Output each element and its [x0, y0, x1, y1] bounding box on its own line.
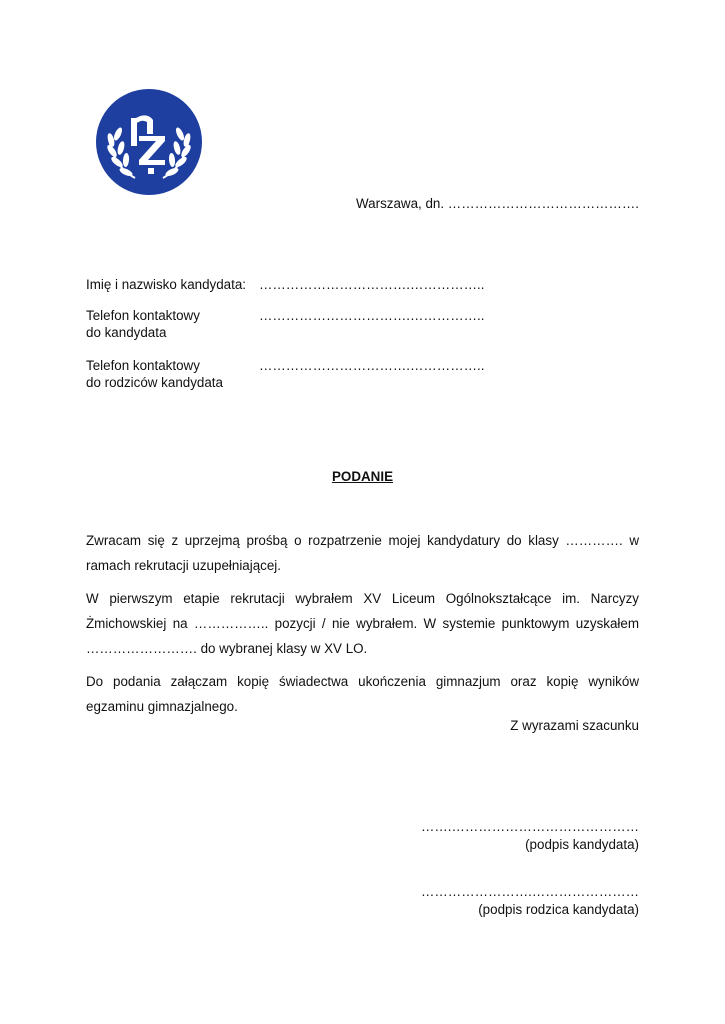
field-label-line: do kandydata [86, 325, 167, 340]
field-label-line: Telefon kontaktowy [86, 308, 200, 323]
signature-label: (podpis kandydata) [525, 837, 639, 852]
parent-signature [421, 883, 639, 919]
candidate-phone-value: …………………………….…………….. [259, 308, 485, 323]
field-label-line: Telefon kontaktowy [86, 358, 200, 373]
field-label-line: do rodziców kandydata [86, 375, 223, 390]
signature-line: …………………….…………………… [421, 884, 639, 899]
date-line: Warszawa, dn. ……………………………………. [356, 196, 639, 211]
candidate-name-label [86, 276, 256, 293]
application-body [86, 528, 639, 727]
parent-phone-label [86, 357, 256, 391]
candidate-name-value: …………………………….…………….. [259, 277, 485, 292]
signature-label: (podpis rodzica kandydata) [478, 902, 639, 917]
field-label-line: Imię i nazwisko kandydata: [86, 277, 247, 292]
parent-phone-value: …………………………….…………….. [259, 358, 485, 373]
school-logo [95, 88, 203, 196]
signature-line: …….…………………………………… [421, 819, 639, 834]
body-paragraph: W pierwszym etapie rekrutacji wybrałem XV Liceum Ogólnokształcące im. Narcyzy Żmichowskiej na …………….. pozycji / nie wybrałem. W systemie punktowym uzyskałem ……………………. do wybranej klasy w XV LO. [86, 591, 639, 656]
candidate-signature [421, 818, 639, 854]
laurel-wreath-monogram-icon [95, 88, 203, 196]
document-title: PODANIE [331, 469, 393, 484]
body-paragraph: Zwracam się z uprzejmą prośbą o rozpatrzenie mojej kandydatury do klasy …………. w ramach rekrutacji uzupełniającej. [86, 533, 639, 573]
closing-phrase: Z wyrazami szacunku [510, 718, 639, 733]
candidate-phone-label [86, 307, 256, 341]
body-paragraph: Do podania załączam kopię świadectwa ukończenia gimnazjum oraz kopię wyników egzaminu gimnazjalnego. [86, 674, 639, 714]
